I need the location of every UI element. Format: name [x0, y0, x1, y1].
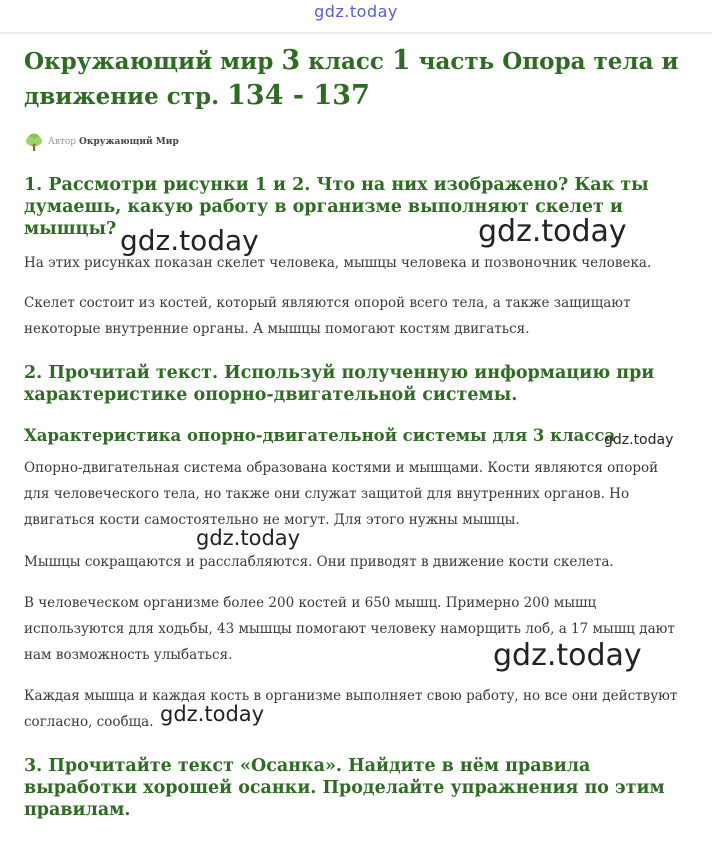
section-1-paragraph-2	[24, 290, 684, 342]
section-heading: 1. Рассмотри рисунки 1 и 2. Что на них изображено? Как ты думаешь, какую работу в организме выполняют скелет и мышцы?	[24, 175, 649, 239]
watermark: gdz.today	[160, 702, 265, 726]
watermark: gdz.today	[493, 638, 642, 673]
article-header	[24, 44, 684, 114]
watermark: gdz.today	[604, 432, 674, 448]
author-name[interactable]: Окружающий Мир	[79, 137, 179, 147]
watermark: gdz.today	[120, 224, 259, 257]
watermark: gdz.today	[196, 526, 301, 550]
section-heading: 3. Прочитайте текст «Осанка». Найдите в нём правила выработки хорошей осанки. Проделайте упражнения по этим правилам.	[24, 756, 665, 820]
section-2-paragraph-1	[24, 455, 684, 533]
section-2-subheading-block	[24, 425, 624, 447]
paragraph: Каждая мышца и каждая кость в организме выполняет свою работу, но все они действуют согласно, сообща.	[24, 688, 678, 730]
paragraph: Опорно-двигательная система образована костями и мышцами. Кости являются опорой для человеческого тела, но также они служат защитой для внутренних органов. Но двигаться кости самостоятельно не могут. Для этого нужны мышцы.	[24, 460, 659, 528]
section-2-paragraph-4	[24, 683, 684, 735]
section-subheading: Характеристика опорно-двигательной системы для 3 класса	[24, 426, 616, 445]
author-row	[24, 132, 179, 152]
header-divider	[0, 32, 712, 34]
paragraph: На этих рисунках показан скелет человека, мышцы человека и позвоночник человека.	[24, 255, 652, 271]
site-header	[0, 0, 712, 30]
section-heading: 2. Прочитай текст. Используй полученную информацию при характеристике опорно-двигательной системы.	[24, 363, 655, 405]
watermark: gdz.today	[478, 214, 627, 249]
paragraph: Скелет состоит из костей, который являются опорой всего тела, а также защищают некоторые внутренние органы. А мышцы помогают костям двигаться.	[24, 295, 631, 337]
section-2-paragraph-2	[24, 549, 684, 575]
site-logo[interactable]: gdz.today	[314, 2, 398, 21]
paragraph: В человеческом организме более 200 костей и 650 мышц. Примерно 200 мышц используются для ходьбы, 43 мышцы помогают человеку наморщить лоб, а 17 мышц дают нам возможность улыбаться.	[24, 595, 675, 663]
author-label: Автор	[48, 137, 77, 147]
page-title: Окружающий мир 3 класс 1 часть Опора тела и движение стр. 134 - 137	[24, 45, 679, 111]
section-2	[24, 362, 684, 406]
section-3	[24, 755, 684, 821]
paragraph: Мышцы сокращаются и расслабляются. Они приводят в движение кости скелета.	[24, 554, 614, 570]
tree-icon	[24, 132, 44, 152]
